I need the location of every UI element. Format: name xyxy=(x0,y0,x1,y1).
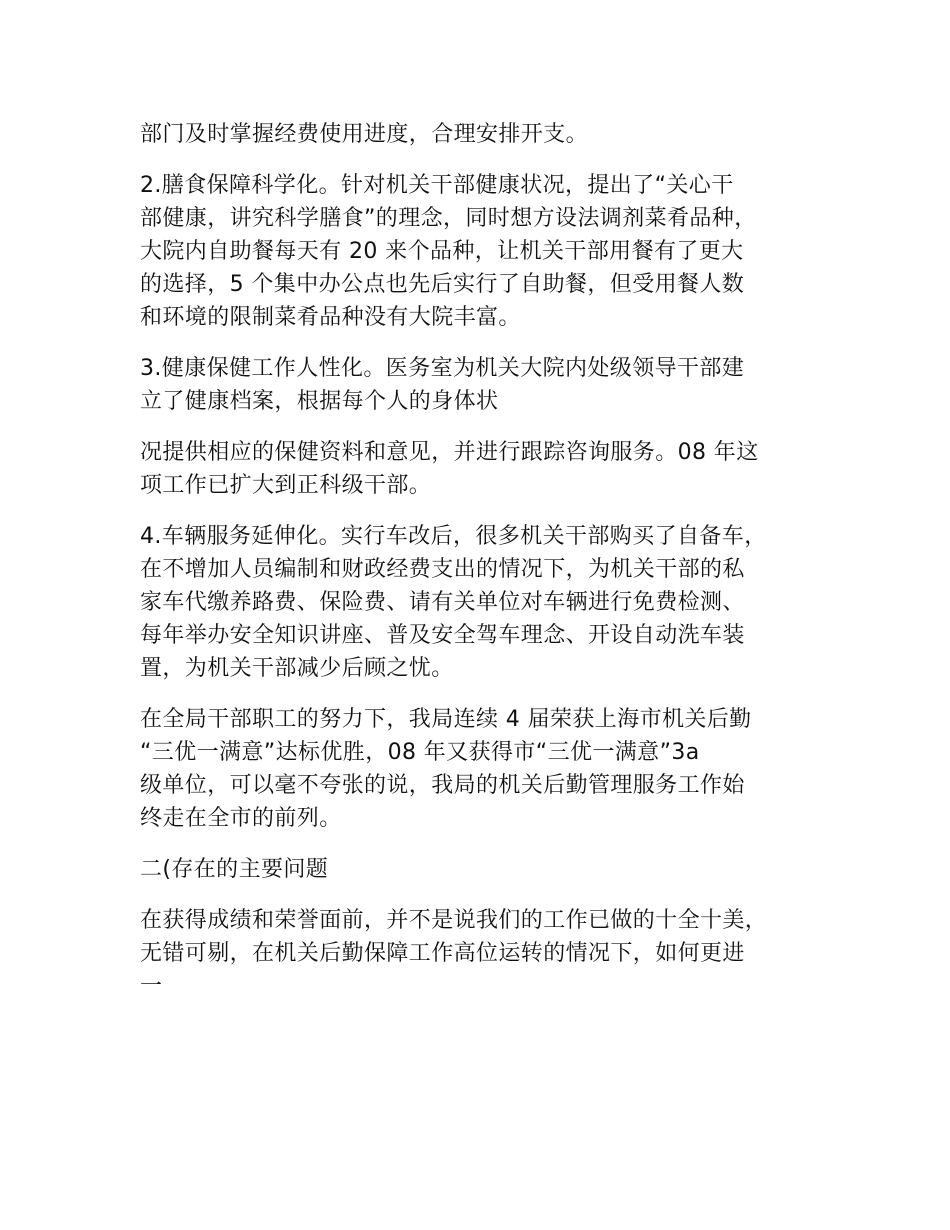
paragraph-expenses-continuation xyxy=(140,118,830,151)
text-line: 终走在全市的前列。 xyxy=(140,806,342,831)
paragraph-health-care xyxy=(140,352,830,418)
text-line: 一 xyxy=(140,974,163,999)
text-line: 项工作已扩大到正科级干部。 xyxy=(140,473,432,498)
text-line: 在获得成绩和荣誉面前，并不是说我们的工作已做的十全十美， xyxy=(140,908,768,933)
text-line: 家车代缴养路费、保险费、请有关单位对车辆进行免费检测、 xyxy=(140,590,745,615)
text-line: 4.车辆服务延伸化。实行车改后，很多机关干部购买了自备车， xyxy=(140,524,767,549)
text-line: 在不增加人员编制和财政经费支出的情况下，为机关干部的私 xyxy=(140,557,745,582)
paragraph-vehicle-service xyxy=(140,520,830,685)
text-line: 置，为机关干部减少后顾之忧。 xyxy=(140,656,454,681)
text-line: 级单位，可以毫不夸张的说，我局的机关后勤管理服务工作始 xyxy=(140,773,745,798)
text-line: “三优一满意”达标优胜，08 年又获得市“三优一满意”3a xyxy=(140,740,700,765)
section-heading-main-problems xyxy=(140,853,830,886)
text-line: 部门及时掌握经费使用进度，合理安排开支。 xyxy=(140,122,589,147)
paragraph-problems-intro xyxy=(140,904,830,1003)
text-line: 2.膳食保障科学化。针对机关干部健康状况，提出了“关心干 xyxy=(140,173,734,198)
text-line: 在全局干部职工的努力下，我局连续 4 届荣获上海市机关后勤 xyxy=(140,707,752,732)
document-body xyxy=(140,118,830,1021)
text-line: 立了健康档案，根据每个人的身体状 xyxy=(140,389,499,414)
paragraph-catering xyxy=(140,169,830,334)
paragraph-achievements xyxy=(140,703,830,835)
text-line: 部健康，讲究科学膳食”的理念，同时想方设法调剂菜肴品种， xyxy=(140,206,757,231)
text-line: 况提供相应的保健资料和意见，并进行跟踪咨询服务。08 年这 xyxy=(140,440,759,465)
heading-text: 二(存在的主要问题 xyxy=(140,857,329,882)
text-line: 无错可剔，在机关后勤保障工作高位运转的情况下，如何更进 xyxy=(140,941,745,966)
text-line: 和环境的限制菜肴品种没有大院丰富。 xyxy=(140,305,521,330)
text-line: 的选择，5 个集中办公点也先后实行了自助餐，但受用餐人数 xyxy=(140,272,745,297)
paragraph-health-care-continued xyxy=(140,436,830,502)
text-line: 每年举办安全知识讲座、普及安全驾车理念、开设自动洗车装 xyxy=(140,623,745,648)
text-line: 大院内自助餐每天有 20 来个品种，让机关干部用餐有了更大 xyxy=(140,239,744,264)
text-line: 3.健康保健工作人性化。医务室为机关大院内处级领导干部建 xyxy=(140,356,745,381)
